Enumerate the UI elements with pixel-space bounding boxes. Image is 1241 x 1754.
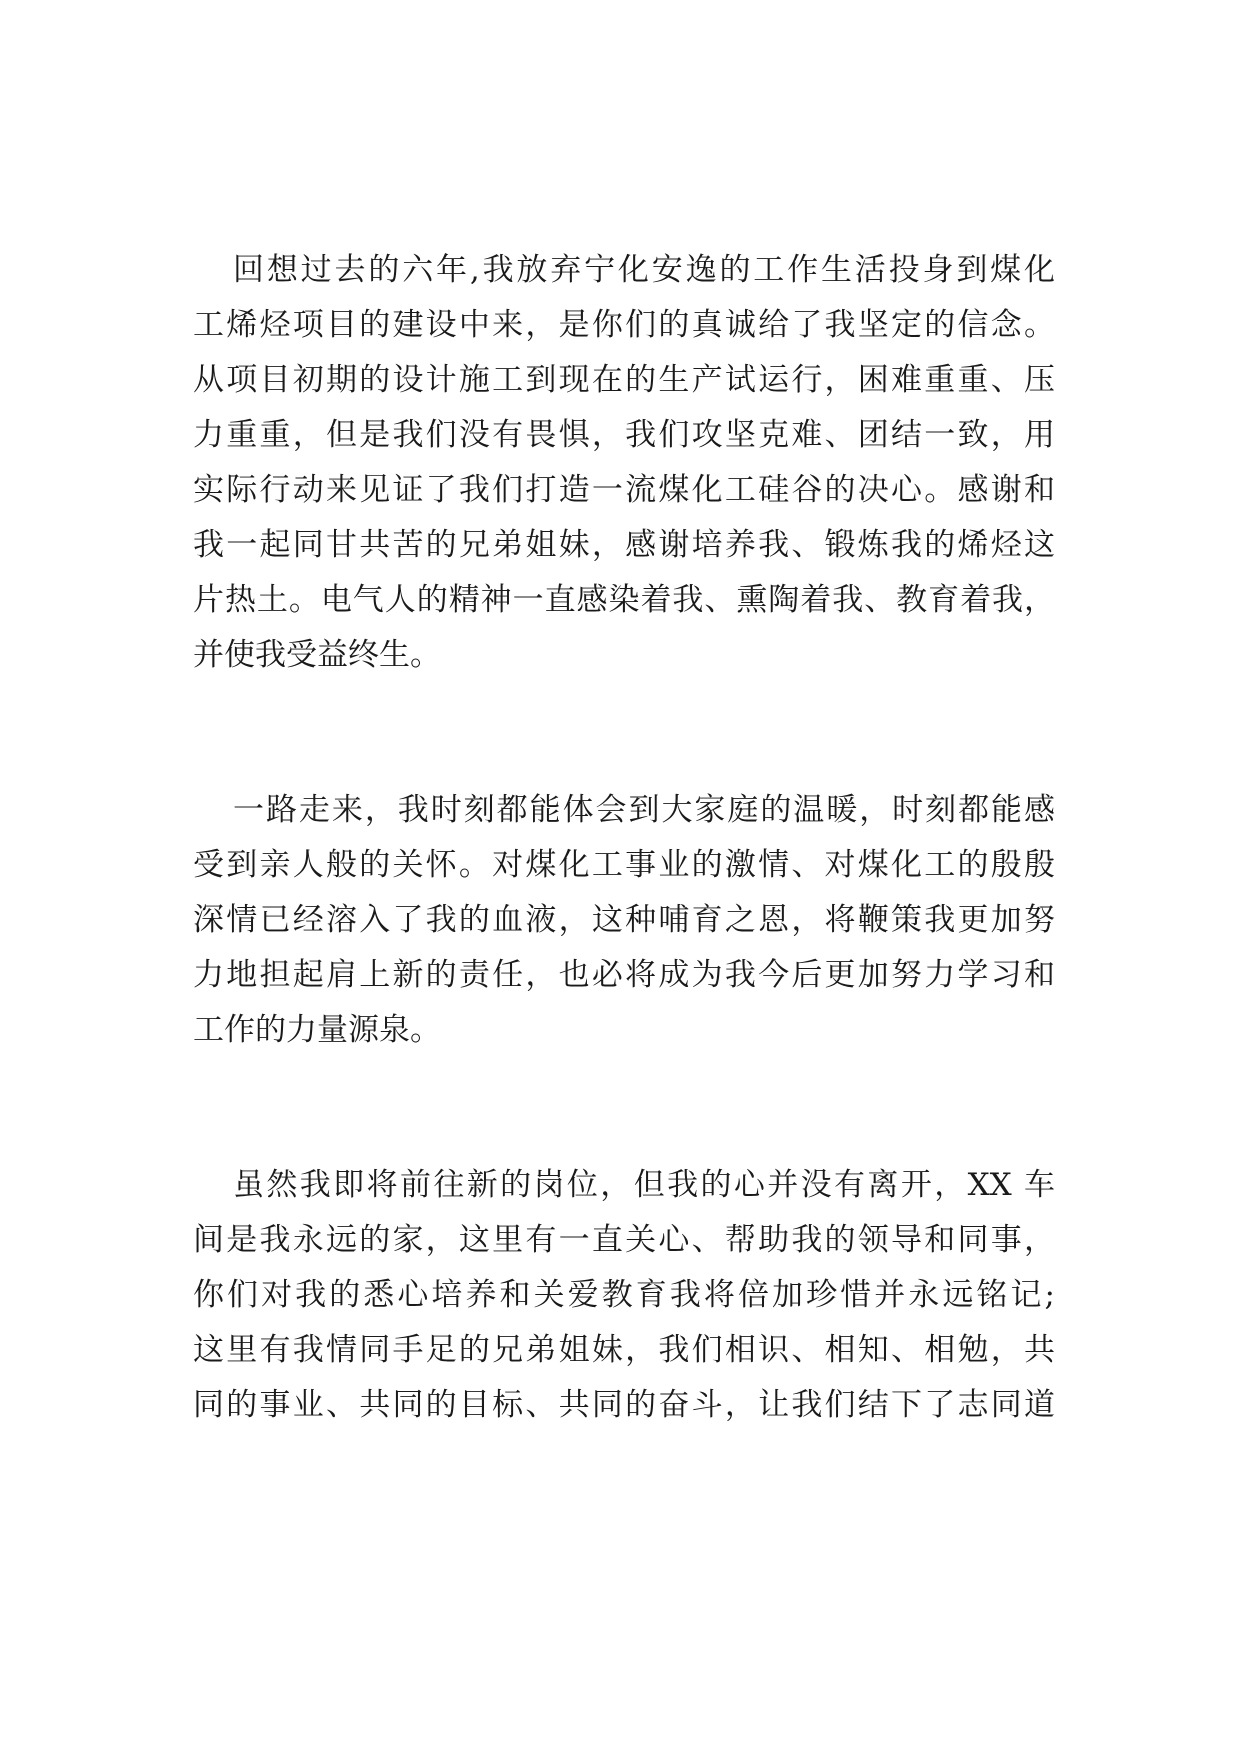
paragraph-1-line-7: 片热土。电气人的精神一直感染着我、熏陶着我、教育着我， (193, 582, 1055, 618)
paragraph-3-line-1: 虽然我即将前往新的岗位，但我的心并没有离开，XX 车 (233, 1167, 1055, 1203)
paragraph-2-line-1: 一路走来，我时刻都能体会到大家庭的温暖，时刻都能感 (233, 792, 1055, 828)
paragraph-1-line-4: 力重重，但是我们没有畏惧，我们攻坚克难、团结一致，用 (193, 417, 1055, 453)
paragraph-2-line-5: 工作的力量源泉。 (193, 1012, 441, 1048)
paragraph-3-line-4: 这里有我情同手足的兄弟姐妹，我们相识、相知、相勉，共 (193, 1332, 1055, 1368)
paragraph-1-line-5: 实际行动来见证了我们打造一流煤化工硅谷的决心。感谢和 (193, 472, 1055, 508)
paragraph-1-line-8: 并使我受益终生。 (193, 637, 441, 673)
paragraph-3-line-5: 同的事业、共同的目标、共同的奋斗，让我们结下了志同道 (193, 1387, 1055, 1423)
paragraph-1-line-3: 从项目初期的设计施工到现在的生产试运行，困难重重、压 (193, 362, 1055, 398)
paragraph-1-line-6: 我一起同甘共苦的兄弟姐妹，感谢培养我、锻炼我的烯烃这 (193, 527, 1055, 563)
paragraph-3-line-3: 你们对我的悉心培养和关爱教育我将倍加珍惜并永远铭记; (193, 1277, 1055, 1313)
paragraph-1-line-1: 回想过去的六年,我放弃宁化安逸的工作生活投身到煤化 (233, 252, 1055, 288)
paragraph-1-line-2: 工烯烃项目的建设中来，是你们的真诚给了我坚定的信念。 (193, 307, 1055, 343)
paragraph-3-line-2: 间是我永远的家，这里有一直关心、帮助我的领导和同事， (193, 1222, 1055, 1258)
paragraph-2-line-4: 力地担起肩上新的责任，也必将成为我今后更加努力学习和 (193, 957, 1055, 993)
paragraph-2-line-3: 深情已经溶入了我的血液，这种哺育之恩，将鞭策我更加努 (193, 902, 1055, 938)
paragraph-2-line-2: 受到亲人般的关怀。对煤化工事业的激情、对煤化工的殷殷 (193, 847, 1055, 883)
